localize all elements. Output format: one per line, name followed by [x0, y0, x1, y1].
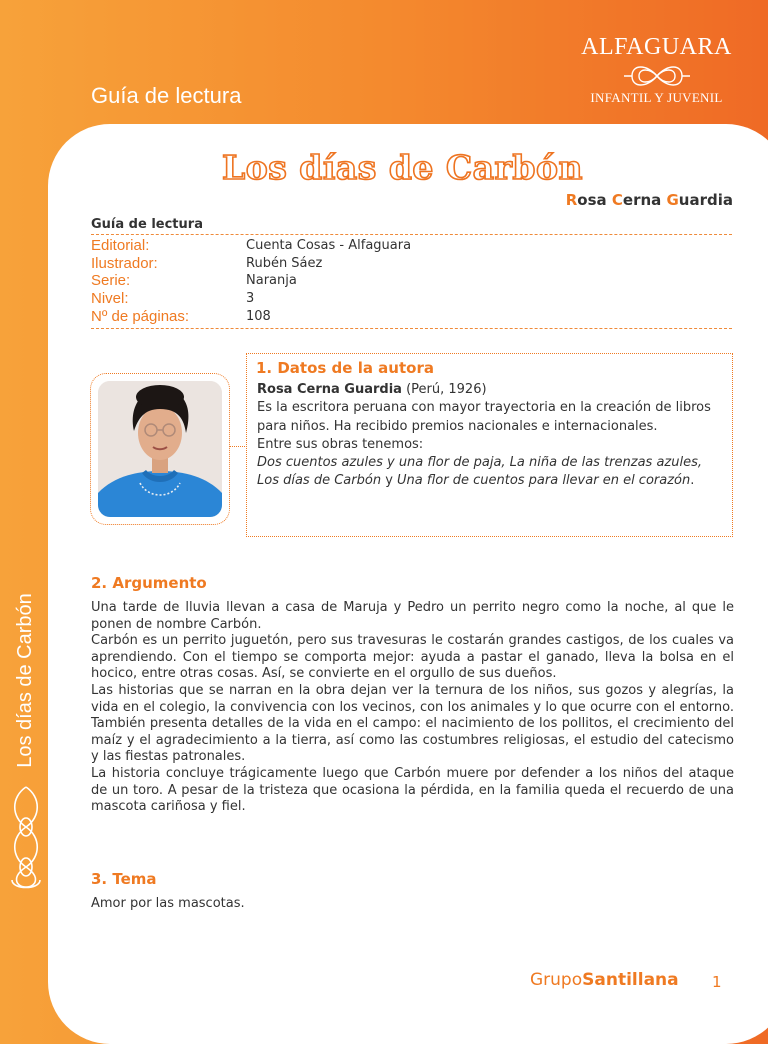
section-title-theme: 3. Tema [91, 870, 157, 888]
section-title-author: 1. Datos de la autora [256, 359, 434, 377]
meta-row-illustrator: Ilustrador: Rubén Sáez [91, 254, 323, 272]
meta-row-editorial: Editorial: Cuenta Cosas - Alfaguara [91, 237, 412, 255]
brand-subtitle: INFANTIL Y JUVENIL [590, 90, 723, 105]
photo-connector [229, 446, 247, 447]
meta-row-pages: Nº de páginas: 108 [91, 307, 271, 325]
book-author: Rosa Cerna Guardia [565, 191, 733, 209]
argument-paragraph: Una tarde de lluvia llevan a casa de Maruja y Pedro un perrito negro como la noche, al que le ponen de nombre Carbón. [91, 600, 734, 632]
author-photo-frame [90, 373, 230, 525]
meta-row-series: Serie: Naranja [91, 272, 297, 290]
section-title-argument: 2. Argumento [91, 574, 207, 592]
guide-title: Guía de lectura [91, 83, 242, 108]
book-metadata [91, 237, 732, 329]
brand-name: ALFAGUARA [581, 34, 732, 60]
alfaguara-logo [574, 34, 739, 106]
author-photo [98, 381, 222, 517]
argument-paragraph: Las historias que se narran en la obra dejan ver la ternura de los niños, sus gozos y alegrías, la vida en el colegio, la convivencia con los vecinos, con los animales y lo que ocurre con el entorno. También presenta detalles de la vida en el campo: el nacimiento de los pollitos, el crecimiento del maíz y el agradecimiento a la tierra, así como las costumbres religiosas, el estudio del catecismo y las fiestas patronales. [91, 682, 734, 765]
santillana-logo: GrupoSantillana [530, 970, 679, 990]
author-name: Rosa Cerna Guardia [257, 382, 402, 397]
meta-row-level: Nivel: 3 [91, 290, 255, 308]
brand-ornament-icon [622, 63, 692, 89]
side-book-title-text: Los días de Carbón [13, 592, 36, 768]
book-title: Los días de Carbón [222, 148, 584, 187]
side-book-title [8, 580, 42, 780]
author-data-box [246, 353, 733, 537]
meta-heading: Guía de lectura [91, 217, 732, 235]
argument-paragraph: Carbón es un perrito juguetón, pero sus travesuras le costarán grandes castigos, de los cuales va aprendiendo. Con el tiempo se comporta mejor: ayuda a pastar el ganado, lleva la bolsa en el hocico, entre otras cosas. Así, se convierte en el orgullo de sus dueños. [91, 633, 734, 682]
page-number: 1 [712, 973, 722, 991]
argument-paragraph: La historia concluye trágicamente luego que Carbón muere por defender a los niños del ataque de un toro. A pesar de la tristeza que ocasiona la pérdida, en la familia queda el recuerdo de una mascota cariñosa y fiel. [91, 765, 734, 815]
argument-section [91, 574, 734, 816]
side-ornament-icon [6, 782, 46, 892]
author-bio: Rosa Cerna Guardia (Perú, 1926) Es la escritora peruana con mayor trayectoria en la creación de libros para niños. Ha recibido premios nacionales e internacionales. Entre sus obras tenemos: Dos cuentos azules y una flor de paja, La niña de las trenzas azules, Los días de Carbón y Una flor de cuentos para llevar en el corazón. [257, 382, 711, 489]
theme-text: Amor por las mascotas. [91, 896, 245, 911]
theme-section [91, 870, 734, 913]
